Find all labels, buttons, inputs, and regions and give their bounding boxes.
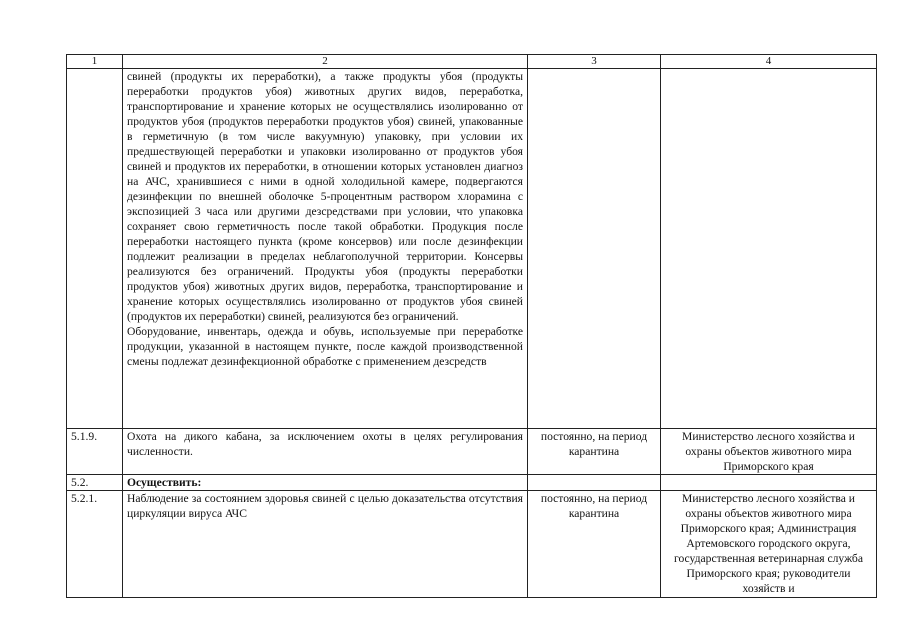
term-cell: постоянно, на период карантина [528, 491, 661, 598]
column-number-2: 2 [123, 55, 528, 69]
item-number: 5.1.9. [67, 429, 123, 475]
responsible-cell [661, 475, 877, 491]
measures-table [66, 54, 877, 598]
section-heading [123, 475, 528, 491]
measure-paragraph: Наблюдение за состоянием здоровья свиней с целью доказательства отсутствия циркуляции вируса АЧС [127, 492, 523, 520]
term-cell [528, 475, 661, 491]
item-number: 5.2. [67, 475, 123, 491]
table-header-row [67, 55, 877, 69]
measure-text [123, 491, 528, 598]
column-number-3: 3 [528, 55, 661, 69]
measure-paragraph: Осуществить: [127, 476, 202, 489]
responsible-cell [661, 69, 877, 429]
measure-paragraph: свиней (продукты их переработки), а также продукты убоя (продукты переработки продуктов убоя) животных других видов, переработка, транспортирование и хранение которых не осуществлялись изолированно от продуктов убоя (продуктов переработки продуктов убоя) свиней, упакованные в герметичную (в том числе вакуумную) упаковку, при условии их предшествующей переработки и упаковки изолированно от продуктов убоя свиней и продуктов их переработки, в отношении которых установлен диагноз на АЧС, хранившиеся с ними в одной холодильной камере, подвергаются дезинфекции по внешней оболочке 5-процентным раствором хлорамина с экспозицией 3 часа или другими дезсредствами при условии, что упаковка сохраняет свою герметичность после такой обработки. Продукция после переработки настоящего пункта (кроме консервов) или после дезинфекции подлежит реализации в пределах неблагополучной территории. Консервы реализуются без ограничений. Продукты убоя (продукты переработки продуктов убоя) животных других видов, переработка, транспортирование и хранение которых осуществлялись изолированно от продуктов убоя свиней (продуктов их переработки) свиней, реализуются без ограничений. [127, 70, 523, 323]
term-cell: постоянно, на период карантина [528, 429, 661, 475]
table-row [67, 69, 877, 429]
table-row [67, 429, 877, 475]
table-row [67, 491, 877, 598]
table-row [67, 475, 877, 491]
measure-text [123, 429, 528, 475]
measure-paragraph: Оборудование, инвентарь, одежда и обувь, используемые при переработке продукции, указанной в настоящем пункте, после каждой производственной смены подлежат дезинфекционной обработке с применением дезсредств [127, 325, 523, 368]
responsible-cell: Министерство лесного хозяйства и охраны объектов животного мира Приморского края; Администрация Артемовского городского округа, государственная ветеринарная служба Приморского края; руководители хозяйств и [661, 491, 877, 598]
responsible-cell: Министерство лесного хозяйства и охраны объектов животного мира Приморского края [661, 429, 877, 475]
measure-paragraph: Охота на дикого кабана, за исключением охоты в целях регулирования численности. [127, 430, 523, 458]
measure-text [123, 69, 528, 429]
term-cell [528, 69, 661, 429]
column-number-1: 1 [67, 55, 123, 69]
column-number-4: 4 [661, 55, 877, 69]
item-number [67, 69, 123, 429]
item-number: 5.2.1. [67, 491, 123, 598]
